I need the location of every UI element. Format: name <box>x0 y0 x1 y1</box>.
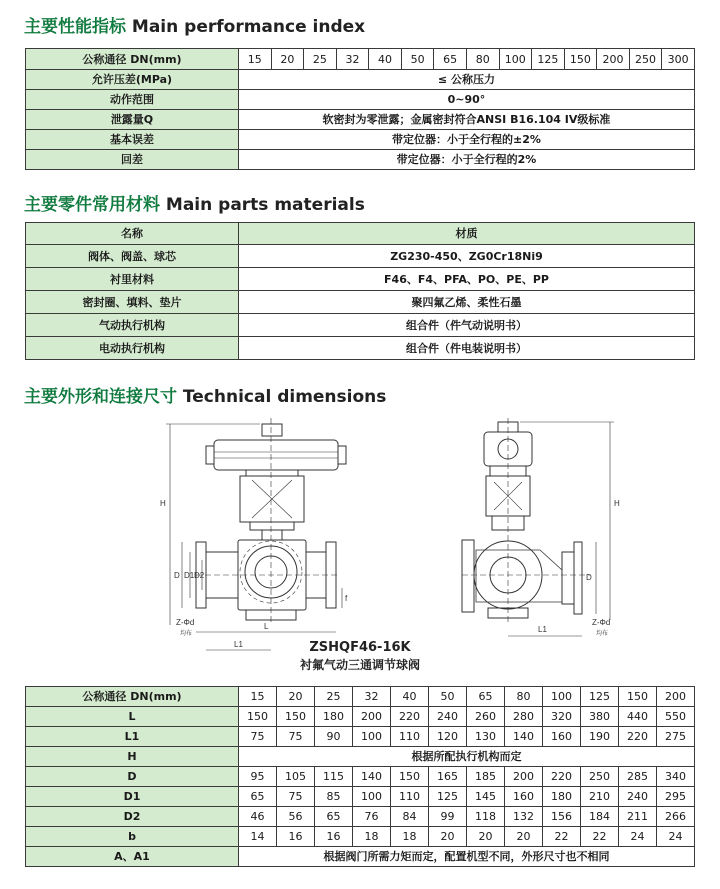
performance-row-label: 允许压差(MPa) <box>26 70 239 90</box>
dimension-value: 340 <box>657 767 695 787</box>
dimension-value: 160 <box>543 727 581 747</box>
dimension-value: 150 <box>391 767 429 787</box>
dn-value: 300 <box>662 49 695 70</box>
dn-value: 250 <box>629 49 662 70</box>
performance-row <box>26 130 695 150</box>
dimension-value: 18 <box>391 827 429 847</box>
dim-dn-label: 公称通径 DN(mm) <box>26 687 239 707</box>
dim-dn-value: 32 <box>353 687 391 707</box>
dim-hole-sub: 均布 <box>180 631 193 637</box>
performance-row-value: 0~90° <box>239 90 695 110</box>
dimension-value: 20 <box>467 827 505 847</box>
dimension-value: 320 <box>543 707 581 727</box>
material-value: ZG230-450、ZG0Cr18Ni9 <box>239 245 695 268</box>
dimension-value: 285 <box>619 767 657 787</box>
dimension-row-label: H <box>26 747 239 767</box>
dim-h-label: H <box>160 499 166 508</box>
dimensions-table <box>25 686 695 867</box>
dn-value: 200 <box>597 49 630 70</box>
materials-table <box>25 222 695 360</box>
material-value: 组合件（件电装说明书） <box>239 337 695 360</box>
dimension-value: 220 <box>543 767 581 787</box>
performance-row <box>26 110 695 130</box>
dimension-value: 75 <box>277 727 315 747</box>
side-dim-hole-sub: 均布 <box>596 631 609 637</box>
dimension-value: 440 <box>619 707 657 727</box>
dim-dn-value: 200 <box>657 687 695 707</box>
materials-title <box>24 190 365 215</box>
material-part-name: 密封圈、填料、垫片 <box>26 291 239 314</box>
dimension-value: 200 <box>505 767 543 787</box>
dim-dn-value: 100 <box>543 687 581 707</box>
dimension-value: 20 <box>505 827 543 847</box>
material-part-name: 气动执行机构 <box>26 314 239 337</box>
dimension-value: 75 <box>277 787 315 807</box>
model-number: ZSHQF46-16K <box>309 640 411 655</box>
side-view-labels <box>538 499 620 637</box>
dimension-value: 280 <box>505 707 543 727</box>
materials-title-en: Main parts materials <box>165 195 365 215</box>
material-part-name: 阀体、阀盖、球芯 <box>26 245 239 268</box>
dimension-value: 250 <box>581 767 619 787</box>
dimension-value: 140 <box>505 727 543 747</box>
dimension-value: 110 <box>391 787 429 807</box>
dimension-row-note: 根据阀门所需力矩而定，配置机型不同，外形尺寸也不相同 <box>239 847 695 867</box>
dimension-value: 220 <box>391 707 429 727</box>
dn-row <box>26 49 695 70</box>
dimension-value: 14 <box>239 827 277 847</box>
materials-header-material: 材质 <box>239 223 695 245</box>
dn-value: 125 <box>532 49 565 70</box>
dimension-row <box>26 707 695 727</box>
performance-row <box>26 150 695 170</box>
dimension-row <box>26 827 695 847</box>
dimension-row <box>26 747 695 767</box>
dimension-value: 150 <box>239 707 277 727</box>
performance-row-value: 带定位器：小于全行程的2% <box>239 150 695 170</box>
dimension-value: 180 <box>543 787 581 807</box>
dimension-value: 210 <box>581 787 619 807</box>
dim-d1-label: D1 <box>184 571 195 580</box>
dimension-value: 105 <box>277 767 315 787</box>
dimension-row-note: 根据所配执行机构而定 <box>239 747 695 767</box>
dimension-value: 200 <box>353 707 391 727</box>
materials-header-row <box>26 223 695 245</box>
dimension-value: 211 <box>619 807 657 827</box>
dimension-value: 295 <box>657 787 695 807</box>
performance-table <box>25 48 695 170</box>
performance-row-value: ≤ 公称压力 <box>239 70 695 90</box>
dimension-value: 100 <box>353 727 391 747</box>
dimension-row-label: D1 <box>26 787 239 807</box>
performance-row-value: 带定位器：小于全行程的±2% <box>239 130 695 150</box>
dimension-value: 16 <box>277 827 315 847</box>
dimension-value: 260 <box>467 707 505 727</box>
dimension-value: 185 <box>467 767 505 787</box>
materials-row <box>26 291 695 314</box>
dim-d-label: D <box>174 571 180 580</box>
dimension-value: 24 <box>619 827 657 847</box>
dimension-value: 190 <box>581 727 619 747</box>
dimension-value: 16 <box>315 827 353 847</box>
side-dim-hole-label: Z-Φd <box>592 618 611 627</box>
dn-label: 公称通径 DN(mm) <box>26 49 239 70</box>
performance-row-label: 回差 <box>26 150 239 170</box>
dimensions-title-en: Technical dimensions <box>182 387 387 407</box>
dn-value: 15 <box>239 49 272 70</box>
dimension-row-label: D <box>26 767 239 787</box>
materials-row <box>26 245 695 268</box>
dimension-row <box>26 807 695 827</box>
materials-row <box>26 337 695 360</box>
dimension-value: 180 <box>315 707 353 727</box>
dimensions-title-cn: 主要外形和连接尺寸 <box>24 387 177 407</box>
performance-row <box>26 90 695 110</box>
dimension-value: 120 <box>429 727 467 747</box>
dim-dn-row <box>26 687 695 707</box>
dimension-value: 140 <box>353 767 391 787</box>
dimension-value: 65 <box>315 807 353 827</box>
dimension-value: 150 <box>277 707 315 727</box>
dim-dn-value: 80 <box>505 687 543 707</box>
side-dim-h-label: H <box>614 499 620 508</box>
dim-dn-value: 150 <box>619 687 657 707</box>
dim-d2-label: D2 <box>194 571 205 580</box>
dn-value: 80 <box>466 49 499 70</box>
dimension-row-label: D2 <box>26 807 239 827</box>
materials-row <box>26 268 695 291</box>
side-view <box>462 418 614 636</box>
dn-value: 25 <box>304 49 337 70</box>
dn-value: 32 <box>336 49 369 70</box>
dimension-value: 550 <box>657 707 695 727</box>
dimension-value: 118 <box>467 807 505 827</box>
material-value: 组合件（件气动说明书） <box>239 314 695 337</box>
dim-dn-value: 50 <box>429 687 467 707</box>
dim-l1-label: L1 <box>234 640 243 649</box>
materials-row <box>26 314 695 337</box>
dim-dn-value: 15 <box>239 687 277 707</box>
side-dim-l1-label: L1 <box>538 625 547 634</box>
dimension-value: 22 <box>543 827 581 847</box>
dimension-value: 56 <box>277 807 315 827</box>
side-dim-d-label: D <box>586 573 592 582</box>
dimension-row-label: b <box>26 827 239 847</box>
dn-value: 50 <box>401 49 434 70</box>
dimension-value: 156 <box>543 807 581 827</box>
dimensions-title <box>24 382 386 407</box>
material-value: F46、F4、PFA、PO、PE、PP <box>239 268 695 291</box>
dim-f-label: f <box>345 594 348 603</box>
dimension-value: 165 <box>429 767 467 787</box>
dim-hole-label: Z-Φd <box>176 618 195 627</box>
dimension-value: 95 <box>239 767 277 787</box>
dimension-value: 125 <box>429 787 467 807</box>
performance-row-label: 泄露量Q <box>26 110 239 130</box>
front-view <box>166 418 346 650</box>
dimension-row-label: A、A1 <box>26 847 239 867</box>
performance-title-en: Main performance index <box>131 17 366 37</box>
dimension-value: 115 <box>315 767 353 787</box>
materials-title-cn: 主要零件常用材料 <box>24 195 160 215</box>
performance-title <box>24 12 365 37</box>
dimension-row-label: L1 <box>26 727 239 747</box>
dimension-value: 160 <box>505 787 543 807</box>
dimension-value: 110 <box>391 727 429 747</box>
dimension-value: 266 <box>657 807 695 827</box>
dimension-row <box>26 847 695 867</box>
dimension-value: 85 <box>315 787 353 807</box>
dimension-value: 99 <box>429 807 467 827</box>
dimension-value: 145 <box>467 787 505 807</box>
dimension-row <box>26 787 695 807</box>
dimension-row-label: L <box>26 707 239 727</box>
dimension-value: 130 <box>467 727 505 747</box>
performance-row <box>26 70 695 90</box>
performance-row-value: 软密封为零泄露；金属密封符合ANSI B16.104 IV级标准 <box>239 110 695 130</box>
dimension-value: 220 <box>619 727 657 747</box>
dimension-row <box>26 767 695 787</box>
dimension-value: 24 <box>657 827 695 847</box>
dimension-value: 100 <box>353 787 391 807</box>
material-value: 聚四氟乙烯、柔性石墨 <box>239 291 695 314</box>
dim-dn-value: 20 <box>277 687 315 707</box>
performance-title-cn: 主要性能指标 <box>24 17 126 37</box>
materials-header-name: 名称 <box>26 223 239 245</box>
model-name: 衬氟气动三通调节球阀 <box>299 658 420 672</box>
dimension-value: 184 <box>581 807 619 827</box>
dn-value: 100 <box>499 49 532 70</box>
dimension-value: 65 <box>239 787 277 807</box>
performance-row-label: 基本误差 <box>26 130 239 150</box>
dim-dn-value: 65 <box>467 687 505 707</box>
material-part-name: 电动执行机构 <box>26 337 239 360</box>
performance-row-label: 动作范围 <box>26 90 239 110</box>
dimension-value: 20 <box>429 827 467 847</box>
dimension-value: 22 <box>581 827 619 847</box>
dn-value: 20 <box>271 49 304 70</box>
material-part-name: 衬里材料 <box>26 268 239 291</box>
dimension-value: 240 <box>429 707 467 727</box>
dimension-value: 275 <box>657 727 695 747</box>
dim-dn-value: 40 <box>391 687 429 707</box>
dimension-value: 76 <box>353 807 391 827</box>
dn-value: 65 <box>434 49 467 70</box>
dimension-value: 46 <box>239 807 277 827</box>
dim-dn-value: 125 <box>581 687 619 707</box>
dim-l-label: L <box>264 622 269 631</box>
dimension-value: 132 <box>505 807 543 827</box>
dn-value: 150 <box>564 49 597 70</box>
dimension-value: 380 <box>581 707 619 727</box>
dn-value: 40 <box>369 49 402 70</box>
dimension-value: 240 <box>619 787 657 807</box>
dimension-value: 75 <box>239 727 277 747</box>
dimension-value: 84 <box>391 807 429 827</box>
dimension-row <box>26 727 695 747</box>
dim-dn-value: 25 <box>315 687 353 707</box>
dimension-value: 18 <box>353 827 391 847</box>
dimension-value: 90 <box>315 727 353 747</box>
